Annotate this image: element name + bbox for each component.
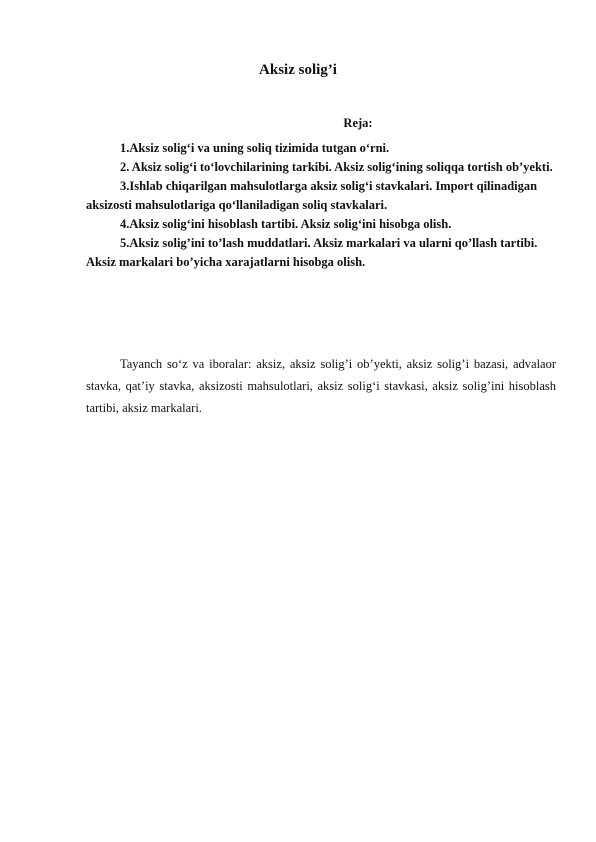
plan-heading: Reja: (343, 116, 373, 130)
plan-item-4: 4.Aksiz solig‘ini hisoblash tartibi. Aksiz solig‘ini hisobga olish. (120, 217, 452, 231)
plan-item-3: 3.Ishlab chiqarilgan mahsulotlarga aksiz solig‘i stavkalari. Import qilinadigan aksizosti mahsulotlariga qo‘llaniladigan soliq stavkalari. (86, 179, 538, 212)
plan-item-1: 1.Aksiz solig‘i va uning soliq tizimida tutgan o‘rni. (120, 141, 390, 155)
document-title: Aksiz solig’i (259, 62, 337, 78)
plan-item-5: 5.Aksiz solig’ini to’lash muddatlari. Aksiz markalari va ularni qo’llash tartibi. Aksiz markalari bo’yicha xarajatlarni hisobga olish. (86, 236, 538, 269)
plan-list (86, 139, 556, 272)
keywords-paragraph: Tayanch so‘z va iboralar: aksiz, aksiz solig’i ob’yekti, aksiz solig’i bazasi, advalaor stavka, qat’iy stavka, aksizosti mahsulotlari, aksiz solig‘i stavkasi, aksiz solig’ini hisoblash tartibi, aksiz markalari. (86, 357, 556, 415)
plan-item-2: 2. Aksiz solig‘i to‘lovchilarining tarkibi. Aksiz solig‘ining soliqqa tortish ob’yekti. (120, 160, 553, 174)
